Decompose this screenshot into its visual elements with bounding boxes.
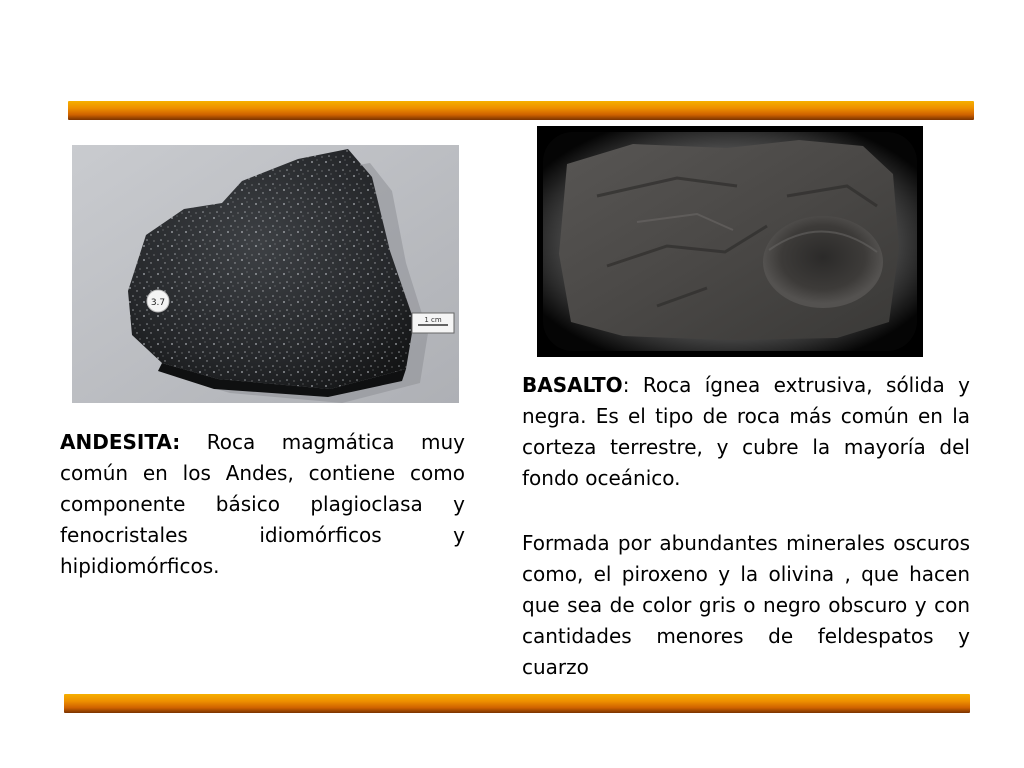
bottom-divider-bar xyxy=(64,694,970,713)
andesita-description xyxy=(60,427,465,582)
basalto-formada-paragraph: Formada por abundantes minerales oscuros como, el piroxeno y la olivina , que hacen que sea de color gris o negro obscuro y con cantidades menores de feldespatos y cuarzo xyxy=(522,531,970,679)
andesita-description-text: Roca magmática muy común en los Andes, contiene como componente básico plagioclasa y fenocristales idiomórficos y hipidiomórficos. xyxy=(60,430,465,578)
basalto-description-text: : Roca ígnea extrusiva, sólida y negra. Es el tipo de roca más común en la corteza terrestre, y cubre la mayoría del fondo oceánico. xyxy=(522,373,970,490)
andesite-scale-label: 1 cm xyxy=(424,316,442,324)
andesite-photo xyxy=(72,145,459,403)
andesita-term: ANDESITA: xyxy=(60,430,181,454)
basalto-term: BASALTO xyxy=(522,373,623,397)
basalt-photo xyxy=(537,126,923,357)
basalto-description xyxy=(522,370,970,494)
andesite-photo-label: 3.7 xyxy=(150,298,166,308)
top-divider-bar xyxy=(68,101,974,120)
